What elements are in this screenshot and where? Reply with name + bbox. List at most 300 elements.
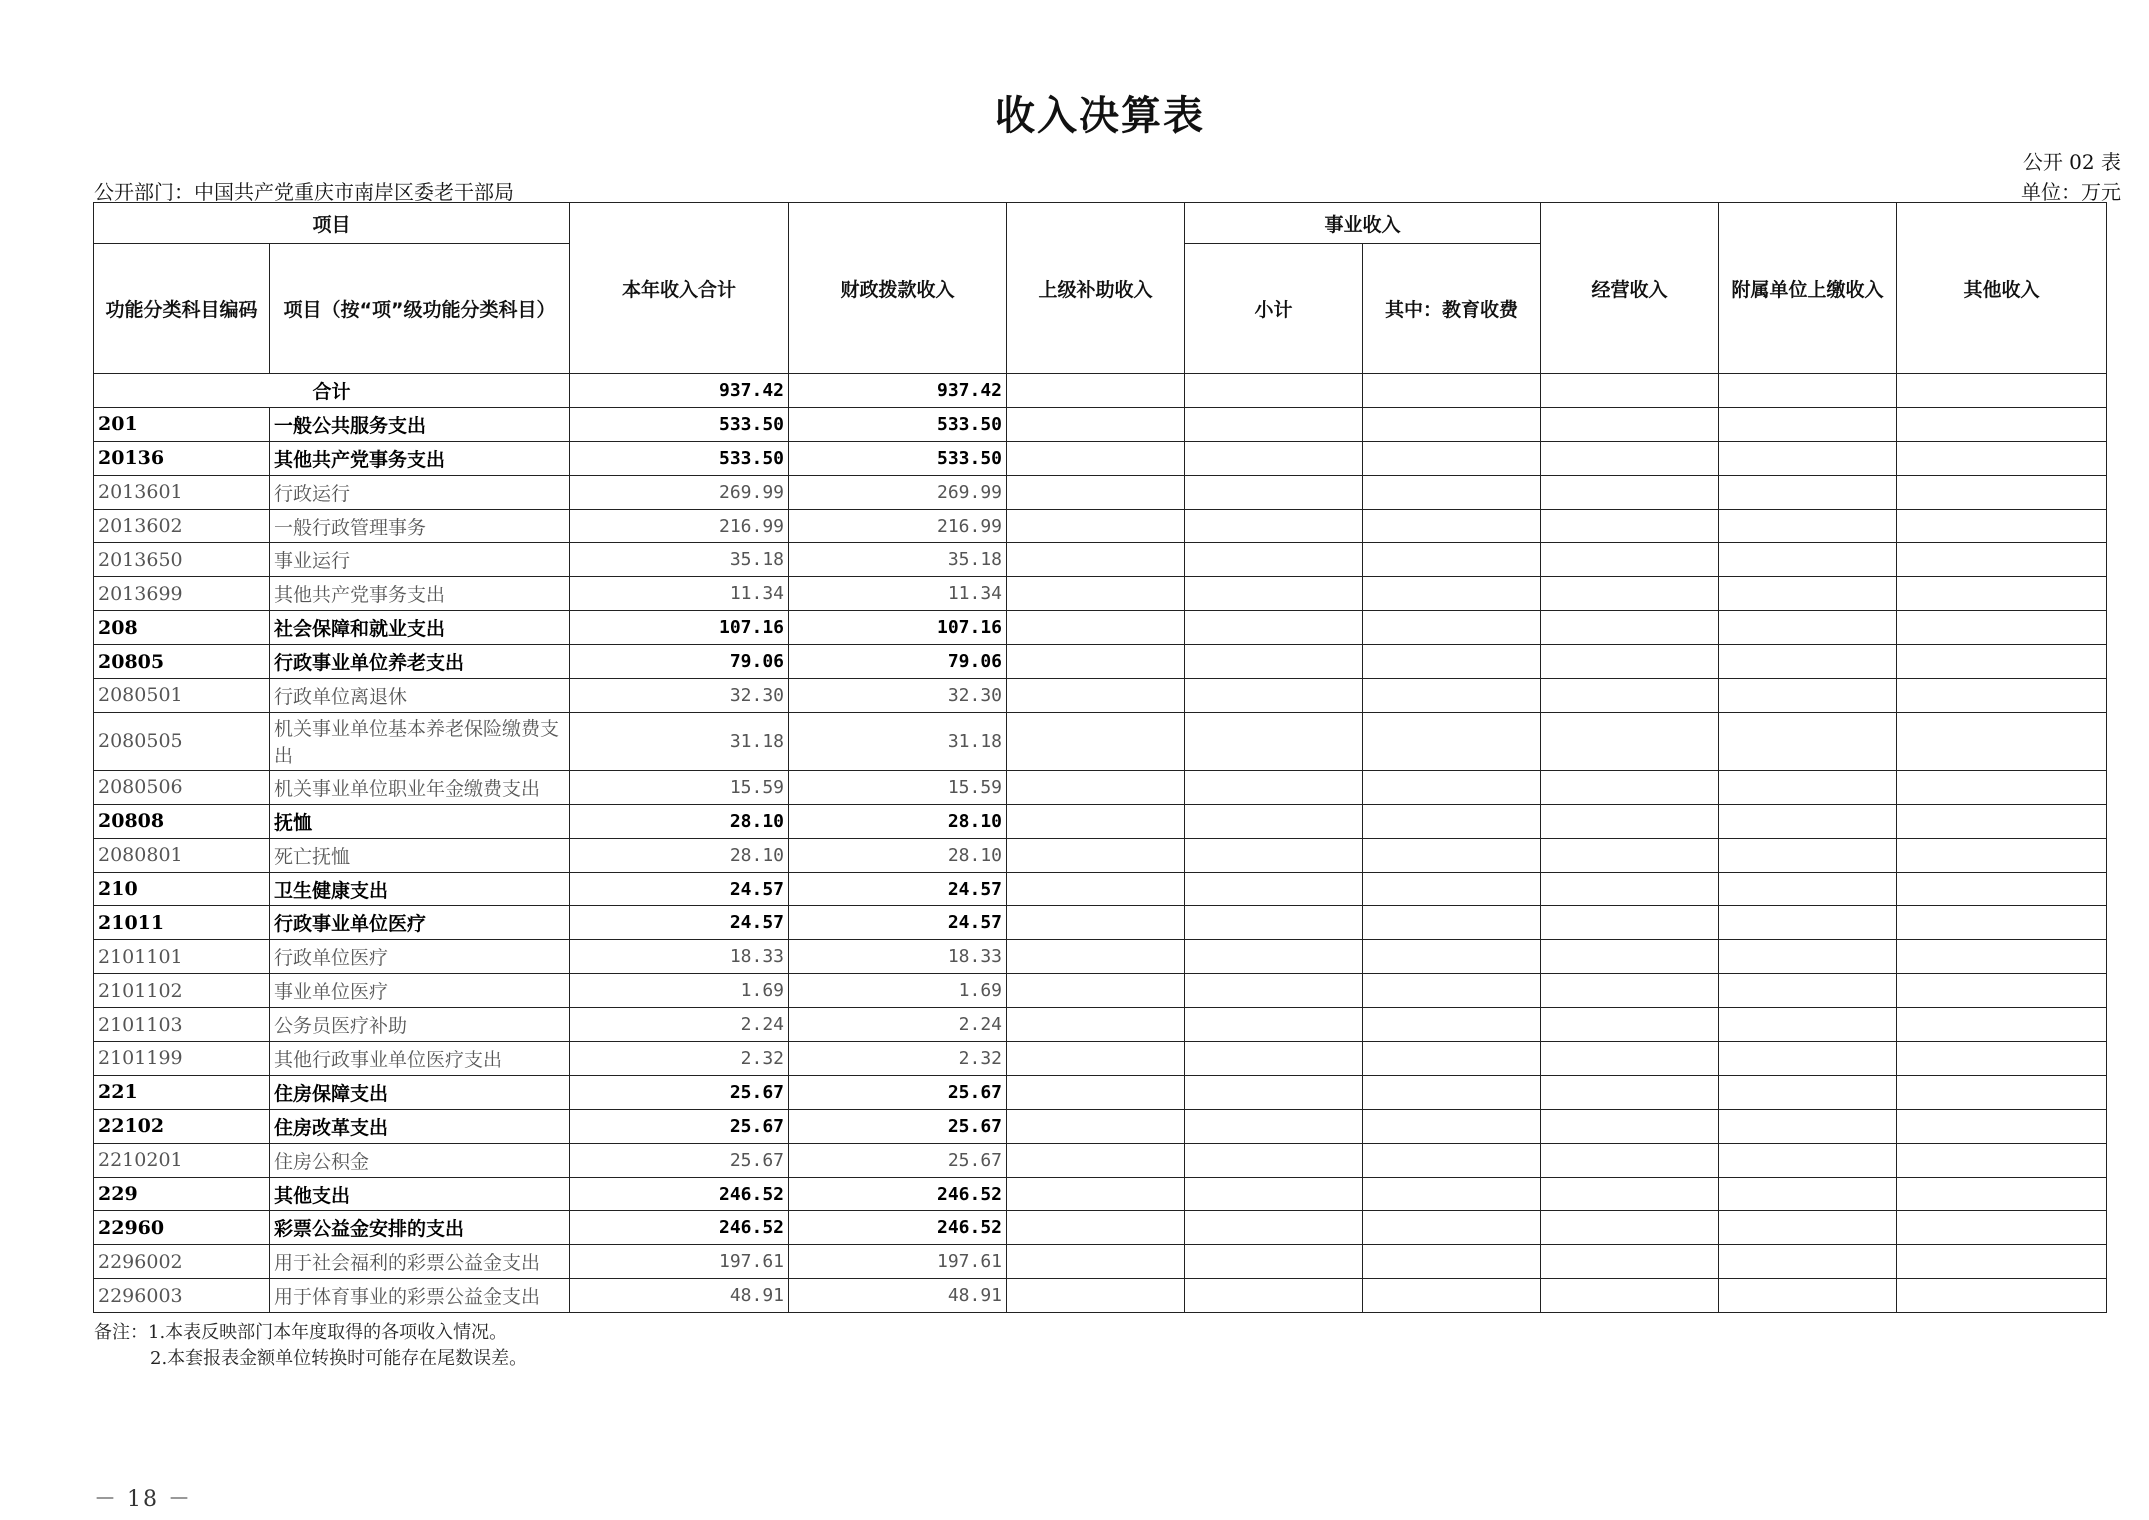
empty-cell [1719,374,1897,408]
row-name: 机关事业单位职业年金缴费支出 [270,770,570,804]
row-fiscal: 35.18 [789,543,1007,577]
row-fiscal: 2.32 [789,1042,1007,1076]
empty-cell [1897,374,2107,408]
department-label: 公开部门：中国共产党重庆市南岸区委老干部局 [94,180,514,204]
table-row [94,441,2107,475]
table-row [94,1177,2107,1211]
empty-cell [1541,1008,1719,1042]
page-number: － 18 － [94,1487,192,1512]
row-fiscal: 79.06 [789,645,1007,679]
row-total: 35.18 [570,543,789,577]
table-row [94,872,2107,906]
empty-cell [1719,1143,1897,1177]
empty-cell [1363,804,1541,838]
empty-cell [1363,374,1541,408]
row-name: 机关事业单位基本养老保险缴费支出 [270,712,570,770]
empty-cell [1541,770,1719,804]
empty-cell [1897,770,2107,804]
row-total: 269.99 [570,475,789,509]
empty-cell [1719,1245,1897,1279]
empty-cell [1897,1245,2107,1279]
row-name: 住房公积金 [270,1143,570,1177]
row-total: 18.33 [570,940,789,974]
empty-cell [1719,1279,1897,1313]
row-total: 197.61 [570,1245,789,1279]
row-name: 彩票公益金安排的支出 [270,1211,570,1245]
empty-cell [1897,838,2107,872]
empty-cell [1897,1109,2107,1143]
table-row [94,645,2107,679]
empty-cell [1363,1042,1541,1076]
empty-cell [1541,712,1719,770]
row-total: 24.57 [570,906,789,940]
empty-cell [1897,1042,2107,1076]
empty-cell [1897,1075,2107,1109]
empty-cell [1363,679,1541,713]
empty-cell [1007,374,1185,408]
row-name: 行政事业单位医疗 [270,906,570,940]
empty-cell [1363,543,1541,577]
empty-cell [1719,974,1897,1008]
row-name: 行政事业单位养老支出 [270,645,570,679]
empty-cell [1719,906,1897,940]
row-fiscal: 246.52 [789,1177,1007,1211]
row-code: 2101102 [94,974,270,1008]
empty-cell [1185,770,1363,804]
table-row [94,804,2107,838]
row-code: 2013601 [94,475,270,509]
empty-cell [1541,804,1719,838]
row-total: 31.18 [570,712,789,770]
row-total: 1.69 [570,974,789,1008]
empty-cell [1897,543,2107,577]
row-total: 216.99 [570,509,789,543]
empty-cell [1007,906,1185,940]
row-fiscal: 269.99 [789,475,1007,509]
empty-cell [1007,974,1185,1008]
table-row [94,1109,2107,1143]
empty-cell [1007,509,1185,543]
row-total: 28.10 [570,804,789,838]
empty-cell [1007,679,1185,713]
unit-label: 单位：万元 [2021,180,2121,204]
table-row [94,1279,2107,1313]
empty-cell [1541,407,1719,441]
empty-cell [1185,940,1363,974]
empty-cell [1007,1177,1185,1211]
empty-cell [1719,509,1897,543]
empty-cell [1007,1211,1185,1245]
table-row [94,475,2107,509]
empty-cell [1185,543,1363,577]
total-label: 合计 [94,374,570,408]
empty-cell [1007,872,1185,906]
empty-cell [1897,974,2107,1008]
row-total: 15.59 [570,770,789,804]
row-code: 201 [94,407,270,441]
row-total: 2.24 [570,1008,789,1042]
empty-cell [1185,974,1363,1008]
row-name: 其他共产党事务支出 [270,577,570,611]
table-row [94,509,2107,543]
empty-cell [1541,838,1719,872]
empty-cell [1185,804,1363,838]
row-fiscal: 25.67 [789,1143,1007,1177]
row-name: 行政单位离退休 [270,679,570,713]
empty-cell [1185,1075,1363,1109]
empty-cell [1185,1008,1363,1042]
empty-cell [1185,441,1363,475]
row-fiscal: 11.34 [789,577,1007,611]
empty-cell [1185,838,1363,872]
row-name: 一般行政管理事务 [270,509,570,543]
table-row [94,611,2107,645]
table-row [94,712,2107,770]
empty-cell [1185,712,1363,770]
header-name: 项目（按“项”级功能分类科目） [270,244,570,374]
empty-cell [1007,1008,1185,1042]
row-code: 22960 [94,1211,270,1245]
empty-cell [1897,1177,2107,1211]
row-name: 社会保障和就业支出 [270,611,570,645]
total-row [94,374,2107,408]
row-total: 32.30 [570,679,789,713]
empty-cell [1007,475,1185,509]
empty-cell [1185,475,1363,509]
row-total: 48.91 [570,1279,789,1313]
row-name: 住房保障支出 [270,1075,570,1109]
header-business: 事业收入 [1185,203,1541,244]
empty-cell [1541,645,1719,679]
empty-cell [1185,1177,1363,1211]
empty-cell [1541,441,1719,475]
header-operating: 经营收入 [1541,203,1719,374]
empty-cell [1719,475,1897,509]
empty-cell [1185,1245,1363,1279]
row-fiscal: 216.99 [789,509,1007,543]
row-name: 其他行政事业单位医疗支出 [270,1042,570,1076]
row-code: 229 [94,1177,270,1211]
row-fiscal: 24.57 [789,906,1007,940]
empty-cell [1363,1279,1541,1313]
empty-cell [1363,441,1541,475]
empty-cell [1897,1008,2107,1042]
row-fiscal: 28.10 [789,804,1007,838]
empty-cell [1897,407,2107,441]
empty-cell [1185,509,1363,543]
row-fiscal: 25.67 [789,1109,1007,1143]
empty-cell [1363,1075,1541,1109]
header-code: 功能分类科目编码 [94,244,270,374]
empty-cell [1719,770,1897,804]
document-title: 收入决算表 [995,93,1205,139]
empty-cell [1719,407,1897,441]
empty-cell [1007,1042,1185,1076]
note-1: 备注：1.本表反映部门本年度取得的各项收入情况。 [94,1322,508,1343]
empty-cell [1719,712,1897,770]
row-code: 2101101 [94,940,270,974]
empty-cell [1897,611,2107,645]
table-row [94,1211,2107,1245]
empty-cell [1185,577,1363,611]
empty-cell [1363,1143,1541,1177]
empty-cell [1897,441,2107,475]
empty-cell [1007,1143,1185,1177]
header-business-edu: 其中：教育收费 [1363,244,1541,374]
empty-cell [1007,1245,1185,1279]
table-row [94,1075,2107,1109]
empty-cell [1185,1042,1363,1076]
empty-cell [1541,940,1719,974]
empty-cell [1719,1008,1897,1042]
row-fiscal: 533.50 [789,407,1007,441]
row-name: 住房改革支出 [270,1109,570,1143]
empty-cell [1897,906,2107,940]
row-total: 25.67 [570,1109,789,1143]
empty-cell [1007,407,1185,441]
empty-cell [1185,611,1363,645]
header-project: 项目 [94,203,570,244]
empty-cell [1719,543,1897,577]
empty-cell [1541,974,1719,1008]
empty-cell [1363,770,1541,804]
row-fiscal: 246.52 [789,1211,1007,1245]
empty-cell [1541,1279,1719,1313]
row-total: 2.32 [570,1042,789,1076]
row-code: 2101103 [94,1008,270,1042]
empty-cell [1897,475,2107,509]
empty-cell [1007,838,1185,872]
row-total: 246.52 [570,1211,789,1245]
row-name: 其他支出 [270,1177,570,1211]
table-row [94,679,2107,713]
row-fiscal: 25.67 [789,1075,1007,1109]
table-row [94,838,2107,872]
empty-cell [1541,374,1719,408]
table-row [94,940,2107,974]
empty-cell [1719,1109,1897,1143]
empty-cell [1541,475,1719,509]
empty-cell [1897,645,2107,679]
row-fiscal: 533.50 [789,441,1007,475]
row-total: 246.52 [570,1177,789,1211]
empty-cell [1185,1279,1363,1313]
empty-cell [1363,872,1541,906]
empty-cell [1363,475,1541,509]
empty-cell [1541,1143,1719,1177]
row-code: 20805 [94,645,270,679]
empty-cell [1007,543,1185,577]
row-fiscal: 31.18 [789,712,1007,770]
row-total: 533.50 [570,407,789,441]
total-fiscal: 937.42 [789,374,1007,408]
row-fiscal: 1.69 [789,974,1007,1008]
empty-cell [1185,679,1363,713]
empty-cell [1363,1109,1541,1143]
row-name: 事业单位医疗 [270,974,570,1008]
table-row [94,1143,2107,1177]
empty-cell [1363,1211,1541,1245]
row-name: 卫生健康支出 [270,872,570,906]
empty-cell [1363,974,1541,1008]
empty-cell [1541,872,1719,906]
row-fiscal: 18.33 [789,940,1007,974]
row-code: 2296002 [94,1245,270,1279]
row-total: 79.06 [570,645,789,679]
note-2: 2.本套报表金额单位转换时可能存在尾数误差。 [150,1348,528,1369]
empty-cell [1185,1109,1363,1143]
empty-cell [1897,872,2107,906]
row-total: 25.67 [570,1075,789,1109]
row-name: 行政单位医疗 [270,940,570,974]
empty-cell [1007,645,1185,679]
empty-cell [1185,374,1363,408]
header-business-subtotal: 小计 [1185,244,1363,374]
total-total: 937.42 [570,374,789,408]
empty-cell [1719,804,1897,838]
empty-cell [1541,1177,1719,1211]
header-other: 其他收入 [1897,203,2107,374]
row-fiscal: 28.10 [789,838,1007,872]
row-total: 533.50 [570,441,789,475]
empty-cell [1897,577,2107,611]
empty-cell [1897,1143,2107,1177]
row-total: 107.16 [570,611,789,645]
empty-cell [1719,1042,1897,1076]
row-code: 2013650 [94,543,270,577]
empty-cell [1541,906,1719,940]
row-code: 2013602 [94,509,270,543]
row-code: 210 [94,872,270,906]
row-fiscal: 197.61 [789,1245,1007,1279]
empty-cell [1897,679,2107,713]
empty-cell [1185,872,1363,906]
empty-cell [1719,645,1897,679]
row-name: 死亡抚恤 [270,838,570,872]
row-code: 2080501 [94,679,270,713]
row-fiscal: 15.59 [789,770,1007,804]
empty-cell [1007,1279,1185,1313]
empty-cell [1719,940,1897,974]
table-row [94,770,2107,804]
empty-cell [1719,1211,1897,1245]
row-code: 22102 [94,1109,270,1143]
row-fiscal: 107.16 [789,611,1007,645]
row-fiscal: 2.24 [789,1008,1007,1042]
empty-cell [1541,1245,1719,1279]
row-code: 2080506 [94,770,270,804]
empty-cell [1363,407,1541,441]
table-row [94,974,2107,1008]
empty-cell [1719,838,1897,872]
empty-cell [1897,509,2107,543]
table-row [94,1245,2107,1279]
row-code: 2013699 [94,577,270,611]
empty-cell [1541,509,1719,543]
row-total: 28.10 [570,838,789,872]
empty-cell [1897,712,2107,770]
row-total: 24.57 [570,872,789,906]
empty-cell [1363,577,1541,611]
empty-cell [1541,1075,1719,1109]
empty-cell [1541,1211,1719,1245]
row-code: 20136 [94,441,270,475]
empty-cell [1541,1042,1719,1076]
row-total: 11.34 [570,577,789,611]
row-code: 208 [94,611,270,645]
row-fiscal: 24.57 [789,872,1007,906]
empty-cell [1719,1177,1897,1211]
empty-cell [1541,679,1719,713]
row-fiscal: 32.30 [789,679,1007,713]
empty-cell [1007,804,1185,838]
table-row [94,543,2107,577]
row-name: 公务员医疗补助 [270,1008,570,1042]
empty-cell [1363,712,1541,770]
empty-cell [1897,804,2107,838]
row-name: 用于社会福利的彩票公益金支出 [270,1245,570,1279]
empty-cell [1007,712,1185,770]
empty-cell [1007,577,1185,611]
empty-cell [1007,770,1185,804]
income-table [93,202,2107,1313]
empty-cell [1719,577,1897,611]
empty-cell [1363,509,1541,543]
empty-cell [1719,872,1897,906]
empty-cell [1541,577,1719,611]
table-row [94,577,2107,611]
row-code: 2296003 [94,1279,270,1313]
row-code: 2101199 [94,1042,270,1076]
empty-cell [1897,1279,2107,1313]
empty-cell [1541,1109,1719,1143]
empty-cell [1541,543,1719,577]
empty-cell [1363,906,1541,940]
header-fiscal: 财政拨款收入 [789,203,1007,374]
row-name: 用于体育事业的彩票公益金支出 [270,1279,570,1313]
empty-cell [1007,441,1185,475]
row-name: 其他共产党事务支出 [270,441,570,475]
table-row [94,407,2107,441]
row-name: 事业运行 [270,543,570,577]
table-row [94,1042,2107,1076]
empty-cell [1897,940,2107,974]
row-name: 抚恤 [270,804,570,838]
empty-cell [1363,1177,1541,1211]
empty-cell [1897,1211,2107,1245]
row-code: 221 [94,1075,270,1109]
empty-cell [1719,679,1897,713]
row-code: 2080505 [94,712,270,770]
empty-cell [1007,1075,1185,1109]
header-affiliated: 附属单位上缴收入 [1719,203,1897,374]
empty-cell [1363,611,1541,645]
empty-cell [1541,611,1719,645]
header-superior: 上级补助收入 [1007,203,1185,374]
table-row [94,1008,2107,1042]
empty-cell [1007,940,1185,974]
empty-cell [1007,1109,1185,1143]
header-total: 本年收入合计 [570,203,789,374]
row-code: 21011 [94,906,270,940]
empty-cell [1185,1211,1363,1245]
empty-cell [1719,441,1897,475]
row-fiscal: 48.91 [789,1279,1007,1313]
table-row [94,906,2107,940]
empty-cell [1185,407,1363,441]
empty-cell [1363,940,1541,974]
empty-cell [1185,1143,1363,1177]
